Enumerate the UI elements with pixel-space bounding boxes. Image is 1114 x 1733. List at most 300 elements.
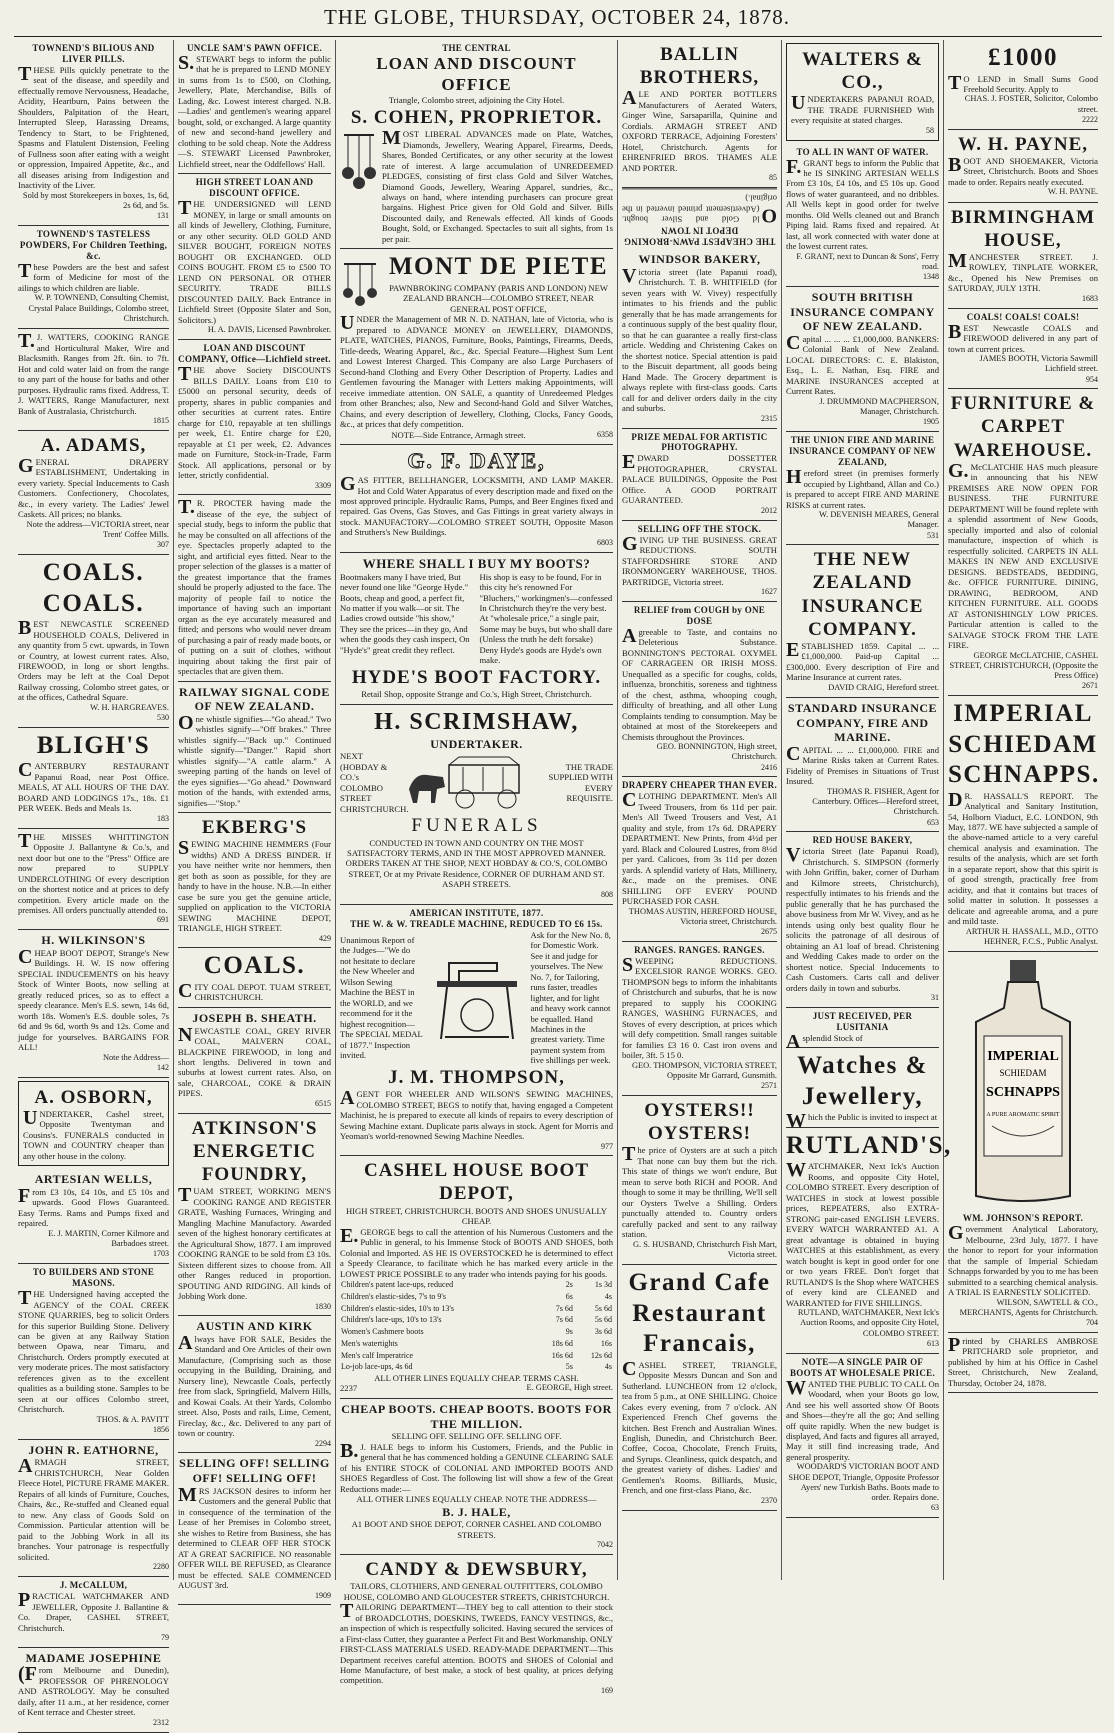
the-union-fire-and-marine-insurance-comp-ad	[786, 432, 939, 545]
mont-de-piete-ad	[340, 249, 613, 445]
hale-footer: ALL OTHER LINES EQUALLY CHEAP. NOTE THE ADDRESS—	[356, 1494, 597, 1505]
boots-sub: Retail Shop, opposite Strange and Co.'s, High Street, Christchurch.	[361, 689, 592, 700]
ad-title: FURNITURE & CARPET WAREHOUSE.	[950, 393, 1096, 461]
ballin-brothers-ad	[622, 40, 777, 188]
hale-boots-ad	[340, 1399, 613, 1555]
ad-title: A. OSBORN,	[34, 1086, 153, 1108]
bottle-label-1: IMPERIAL	[987, 1049, 1059, 1065]
ad-title: EKBERG'S	[201, 817, 308, 839]
ad-number: 2571	[761, 1081, 777, 1091]
bottle-label-4: A PURE AROMATIC SPIRIT	[986, 1112, 1060, 1119]
ad-body: From £3 10s, £4 10s, and £5 10s and upwards. Good Flows Guaranteed. Easy Terms. Rams and Pumps fixed and repaired.	[18, 1184, 169, 1229]
cashel-sign: E. GEORGE, High street.	[526, 1383, 613, 1393]
j-mccallum-ad	[18, 1577, 169, 1648]
1000-ad	[948, 40, 1098, 130]
scrimshaw-body: CONDUCTED IN TOWN AND COUNTRY ON THE MOST SATISFACTORY TERMS, AND IN THE MOST APPROVED MANNER. ORDERS TAKEN AT THE SHOP, NEXT HOBDAY & CO.'S, COLOMBO STREET, Or at my Private Residence, CORNER OF DURHAM AND ST. ASAPH STREETS.	[345, 837, 608, 890]
column-1	[14, 40, 174, 1727]
high-street-loan-and-discount-office-ad	[178, 174, 331, 340]
ad-signature: W. DEVENISH MEARES, General Manager.	[819, 510, 939, 530]
ad-title: H. WILKINSON'S	[41, 933, 146, 948]
scrimshaw-ad	[340, 705, 613, 905]
candy-num: 169	[601, 1685, 613, 1695]
ad-signature: THOMAS R. FISHER, Agent for Canterbury. Offices—Hereford street, Christchurch.	[812, 786, 939, 817]
ad-number: 1703	[153, 1249, 169, 1259]
windsor-bakery-ad	[622, 249, 777, 428]
ad-number: 131	[157, 211, 169, 221]
ad-title: DRAPERY CHEAPER THAN EVER.	[622, 780, 777, 791]
ad-signature: F. GRANT, next to Duncan & Sons', Ferry road.	[796, 251, 939, 272]
column-3	[336, 40, 618, 1695]
ad-title: BIRMINGHAM HOUSE,	[950, 206, 1096, 251]
ad-title: TOWNEND'S TASTELESS POWDERS, For Children Teething, &c.	[19, 229, 168, 261]
ad-body: CITY COAL DEPOT. TUAM STREET, CHRISTCHURCH.	[178, 979, 331, 1003]
ad-signature: Sold by most Storekeepers in boxes, 1s, 6d, 2s 6d, and 5s.	[22, 190, 169, 210]
a-adams-ad	[18, 431, 169, 555]
ad-title: STANDARD INSURANCE COMPANY, FIRE AND MARINE.	[787, 701, 938, 745]
ad-signature: DAVID CRAIG, Hereford street.	[828, 682, 939, 692]
hyde-boots-ad	[340, 553, 613, 705]
ad-title: RELIEF from COUGH by ONE DOSE	[633, 604, 766, 626]
scrimshaw-title: H. SCRIMSHAW,	[374, 708, 579, 735]
ad-title: RAILWAY SIGNAL CODE OF NEW ZEALAND.	[179, 684, 330, 714]
ad-title: THE CHEAPEST PAWN-BROKING DEPOT IN TOWN	[623, 225, 776, 247]
ad-body: ARMAGH STREET, CHRISTCHURCH, Near Golden Fleece Hotel, PICTURE FRAME MAKER. Repairs of all kinds of Furniture, Couches, Chairs, &c., Re-stuffed and Cleaned equal to new. Any class of Goods Sold on Commission. Particular attention will be paid to the Jobbing Work in all its branches. Your patronage is respectfully solicited.	[18, 1455, 169, 1562]
ad-title: SELLING OFF THE STOCK.	[637, 523, 762, 534]
a-osborn-ad	[18, 1081, 169, 1167]
ad-number: 2315	[761, 413, 777, 423]
just-received-per-lusitania-ad	[786, 1008, 939, 1053]
ad-title: COALS. COALS.	[42, 559, 145, 617]
ad-body: CASHEL STREET, TRIANGLE, Opposite Messrs Duncan and Son and Sutherland. LUNCHEON from 12 o'clock, tea from 5 p.m., at ONE SHILLING. Choice Cakes every evening, from 7 o'clock. AN Experienced French Chef governs the kitchen. Best French and Australian Wines. English, Dunedin, and Christchurch Beer. Coffee, Cocoa, Chocolate, French Fruits, and Syrups. Cleanliness, quick despatch, and the greatest variety of dishes. Ladies' and Gentlemen's Rooms. Billiards, Music, French, and one first-class Piano, &c.	[622, 1357, 777, 1496]
ad-ad	[178, 495, 331, 681]
ad-title: £1000	[988, 44, 1058, 71]
relief-from-cough-by-one-dose-ad	[622, 602, 777, 778]
scrimshaw-funerals: FUNERALS	[411, 815, 542, 837]
ad-title: WALTERS & CO.,	[802, 49, 923, 94]
ad-body: Victoria street (late Papanui road), Christchurch. T. B. WHITFIELD (for seven years with W. Vivey) respectfully intimates to his friends and the public generally that he has made arrangements for a continuous supply of the best quality flour, so that he can guarantee a really first-class article. Wedding and Christening Cakes on the shortest notice. Special attention is paid to the Biscuit department, all goods being Hand Made. The Grocery department is always replete with first-class goods. Carts call for and deliver orders daily in the city and suburbs.	[622, 264, 777, 414]
ad-signature: G. S. HUSBAND, Christchurch Fish Mart, Victoria street.	[632, 1239, 777, 1259]
ad-title: JUST RECEIVED, PER LUSITANIA	[812, 1010, 913, 1032]
joseph-b-sheath-ad	[178, 1008, 331, 1114]
ad-body: WANTED THE PUBLIC TO CALL On Woodard, when your Boots go low, And see his well assorted show Of Boots and Shoes—they're all the go; And selling off quite rapidly. When the new budget is displayed, And facts and figures all arrayed, May it still find increasing trade, And general prosperity.	[786, 1376, 939, 1462]
ad-body: CANTERBURY RESTAURANT Papanui Road, near Post Office. MEALS, AT ALL HOURS OF THE DAY. BOARD AND LODGINGS 17s., 18s. £1 PER WEEK. Beds and Meals 1s.	[18, 759, 169, 814]
table-row	[340, 1350, 613, 1362]
ad-signature: J. DRUMMOND MACPHERSON, Manager, Christchurch.	[819, 396, 939, 417]
ad-signature: ARTHUR H. HASSALL, M.D., OTTO HEHNER, F.C.S., Public Analyst.	[965, 926, 1098, 947]
ad-signature: GEO. THOMPSON, VICTORIA STREET, Opposite Mr Garrard, Gunsmith.	[631, 1060, 777, 1080]
ad-number: 691	[157, 915, 169, 925]
standard-insurance-company-fire-and-mari-ad	[786, 698, 939, 832]
ad-signature: WOODARD'S VICTORIAN BOOT AND SHOE DEPOT, Triangle, Opposite Professor Ayers' new Turkish Baths. Boots made to order. Repairs done.	[788, 1462, 939, 1503]
ad-title: JOHN R. EATHORNE,	[28, 1442, 159, 1457]
table-cell: 5s	[565, 1362, 573, 1372]
ad-body: (From Melbourne and Dunedin), PROFESSOR OF PHRENOLOGY AND ASTROLOGY. May be consulted daily, after 11 a.m., at her residence, corner of Kent terrace and Chester street.	[18, 1663, 169, 1718]
table-cell: Children's lace-ups, 10's to 13's	[341, 1315, 442, 1325]
table-cell: Children's elastic-sides, 10's to 13's	[341, 1303, 454, 1313]
candy-body: TAILORING DEPARTMENT—THEY beg to call attention to their stock of BROADCLOTHS, DOESKINS, TWEEDS, FANCY VESTINGS, &c., an inspection of which is respectfully solicited. Having secured the services of a First-class Cutter, they guarantee a Perfect Fit and Best Workmanship. ONLY FIRST-CLASS MATERIALS USED. READY-MADE DEPARTMENT—This Department receives careful attention. BOOTS and SHOES of Colonial and Home Manufacture, of best make, a stock of best quality, at prices defying competition.	[340, 1600, 613, 1686]
cashel-title: CASHEL HOUSE BOOT DEPOT,	[363, 1160, 589, 1205]
ad-body: BOOT AND SHOEMAKER, Victoria Street, Christchurch. Boots and Shoes made to order. Repairs neatly executed.	[948, 153, 1098, 187]
table-cell: Men's watertights	[341, 1338, 398, 1348]
mont-num: 6358	[597, 429, 613, 439]
ad-title: NOTE—A SINGLE PAIR OF BOOTS AT WHOLESALE PRICE.	[789, 1356, 936, 1378]
ad-signature: WILSON, SAWTELL & CO., MERCHANTS, Agents for Christchurch.	[959, 1297, 1098, 1317]
scrimshaw-num: 808	[601, 889, 613, 899]
ad-body: These Powders are the best and safest form of Medicine for most of the ailings to which children are liable.	[18, 259, 169, 293]
madame-josephine-ad	[18, 1648, 169, 1733]
table-cell: 18s 6d	[551, 1338, 573, 1348]
ad-body: G.McCLATCHIE HAS much pleasure in announcing that his NEW PREMISES ARE NOW OPEN FOR BUSINESS. THE FURNITURE DEPARTMENT Will be found replete with a splendid assortment of New Goods, specially imported and also of colonial manufacture, inspection of which is respectfully solicited. CARPETS IN ALL MAKES IN NEW AND EXCLUSIVE DESIGNS. BEDSTEADS, BEDDING, &c. OFFICE FURNITURE. DINING, DRAWING, BEDROOM, AND KITCHEN FURNITURE. ALL GOODS AT ASTONISHINGLY LOW PRICES. Particular attention is called to the SALVAGE STOCK FROM THE LATE FIRE.	[948, 459, 1098, 651]
w-h-payne-ad	[948, 130, 1098, 203]
the-new-zealand-insurance-company-ad	[786, 545, 939, 698]
ad-body: THE Undersigned having accepted the AGENCY of the COAL CREEK STONE QUARRIES, beg to solicit Orders for this superior Building Stone. Delivery can be given at any Railway Station between Opawa, near Timaru, and Christchurch. Orders promptly executed at very moderate prices. The most satisfactory references given as to the excellent qualities as a building stone. Samples to be seen at our offices Colombo street, Christchurch.	[18, 1287, 169, 1415]
hearse-illustration-icon	[403, 755, 543, 811]
ad-body: DR. HASSALL'S REPORT. The Analytical and Sanitary Institution, 54, Holborn Viaduct, E.C. LONDON, 9th May, 1877. WE have subjected a sample of the above-named article to a very careful chemical analysis and examination. The results of the analysis, which are set forth in a separate report, show that this spirit is of good strength, practically free from acidity, and that it contains but traces of solid matter in solution. It possesses a delicate and agreeable aroma, and a pure and mild taste.	[948, 788, 1098, 927]
uncle-sam-s-pawn-office-ad	[178, 40, 331, 174]
ad-body: F.GRANT begs to inform the Public that he IS SINKING ARTESIAN WELLS From £3 10s, £4 10s, and £5 10s up. Good flows of water guaranteed, and no dribbles. All Wells kept in good order for twelve months. Old Wells cleaned out and Branch Piping laid. Rams fixed and repaired. At last, all work connected with water done at the lowest current rates.	[786, 155, 939, 252]
ad-title: MADAME JOSEPHINE	[25, 1650, 162, 1665]
pawn-balls-icon	[340, 260, 380, 306]
mont-title: MONT DE PIETE	[388, 253, 609, 281]
table-cell: Men's calf Imperatrice	[341, 1350, 414, 1360]
ad-number: 2671	[1082, 681, 1098, 691]
boots-footer: HYDE'S BOOT FACTORY.	[351, 666, 602, 688]
ad-title: ATKINSON'S ENERGETIC FOUNDRY,	[191, 1117, 318, 1186]
cashel-num: 2237	[340, 1383, 358, 1394]
birmingham-house-ad	[948, 203, 1098, 309]
furniture-carpet-warehouse-ad	[948, 389, 1098, 696]
ad-number: 79	[161, 1632, 169, 1642]
townend-s-tasteless-powders-for-children-ad	[18, 226, 169, 329]
ekberg-s-ad	[178, 813, 331, 948]
ad-title: TOWNEND'S BILIOUS AND LIVER PILLS.	[32, 43, 155, 64]
ad-title: COALS.	[203, 952, 306, 980]
ad-body: One whistle signifies—"Go ahead." Two whistles signify—"Off brakes." Three whistles signify—"Back up." Continued whistle signify—"Danger." Rapid short whistles signify—"A cattle alarm." A sweeping parting of the hands on level of the eyes signifies—"Go ahead." Downward motion of the hands, with extended arms, signifies—"Stop."	[178, 711, 331, 808]
table-cell: 16s	[600, 1338, 612, 1348]
ad-body: GIVING UP THE BUSINESS. GREAT REDUCTIONS. SOUTH STAFFORDSHIRE STORE AND IRONMONGERY WAREHOUSE, THOS. PARTRIDGE, Victoria street.	[622, 532, 777, 587]
table-cell: 4s	[604, 1362, 612, 1372]
ad-body: Which the Public is invited to inspect at	[786, 1110, 938, 1133]
ad-body: T.R. PROCTER having made the disease of the eye, the subject of special study, begs to inform the public that he may be consulted on all affections of the eye. Spectacles properly adapted to the sight, and artificial eyes fitted. Near to the proper selection of the glasses is a matter of the greatest importance that the frames should be properly adjusted to the face. The majority of people fail to notice the importance of having such an important organ as the eye accurately measured and fitted; and persons who would never dream of purchasing a pair of ready made boots, or of putting on a suit of clothes, without inquiring about taking the first pair of spectacles that are given them.	[178, 496, 331, 677]
selling-off-the-stock-ad	[622, 521, 777, 602]
ad-number: 1627	[761, 587, 777, 597]
walters-co-ad	[786, 43, 939, 141]
ad-title: WM. JOHNSON'S REPORT.	[962, 1213, 1084, 1224]
bligh-s-ad	[18, 728, 169, 829]
table-cell: 16s 6d	[551, 1350, 573, 1360]
price-table	[340, 1279, 613, 1373]
central-loan-office-ad	[340, 40, 613, 249]
daye-body: GAS FITTER, BELLHANGER, LOCKSMITH, AND LAMP MAKER. Hot and Cold Water Apparatus of every description made and fixed on the most approved principle. Hydraulic Rams, Pumps, and Beer Engines fixed and repaired. Gas Ovens, Gas Stoves, and Gas Fittings in great variety always in stock. MANUFACTORY—COLOMBO STREET SOUTH, Opposite Mason and Struthers's New Buildings.	[340, 473, 613, 538]
ad-body: CAPITAL ... ... £1,000,000. FIRE and Marine Risks taken at Current Rates. Fidelity of Premises in Situations of Trust Insured.	[786, 743, 939, 787]
ad-number: 2294	[315, 1438, 331, 1448]
table-row	[340, 1291, 613, 1303]
sewing-machine-ad	[340, 905, 613, 1157]
ad-title: Grand Cafe Restaurant Francais,	[628, 1269, 771, 1358]
hale-name: B. J. HALE,	[442, 1504, 511, 1519]
table-cell: 9s	[565, 1327, 573, 1336]
ad-number: 2012	[761, 505, 777, 515]
ad-number: 1856	[153, 1425, 169, 1435]
coals-coals-ad	[18, 555, 169, 728]
h-wilkinson-s-ad	[18, 930, 169, 1077]
ad-number: 58	[926, 125, 934, 135]
watches-jewellery-ad	[786, 1048, 939, 1133]
ad-title: WINDSOR BAKERY,	[638, 252, 761, 267]
ad-body: ALE AND PORTER BOTTLERS Manufacturers of Aerated Waters, Ginger Wine, Sarsaparilla, Quinine and Cordials. ARMAGH STREET AND OXFORD TERRACE, Adjoining Foresters' Hotel, Christchurch. Agents for EHRENFRIED BROS. THAMES ALE AND PORTER.	[622, 87, 777, 173]
masthead: THE GLOBE, THURSDAY, OCTOBER 24, 1878.	[323, 5, 791, 29]
sewing-body: AGENT FOR WHEELER AND WILSON'S SEWING MACHINES, COLOMBO STREET, BEGS to notify that, having engaged a Competent Machinist, he is prepared to execute all kinds of repairs to every description of Sewing Machine extant. Duplicate parts always in stock. Agent for Morris and Yeoman's world-renowned Sewing Machine Needles.	[340, 1087, 613, 1142]
table-cell: 1s 3d	[594, 1280, 612, 1289]
ad-number: 63	[931, 1503, 939, 1513]
column-6	[944, 40, 1102, 1580]
atkinson-s-energetic-foundry-ad	[178, 1114, 331, 1317]
ad-number: 6515	[315, 1098, 331, 1108]
ad-body: CHEAP BOOT DEPOT, Strange's New Buildings. H. W. IS now offering SPECIAL INDUCEMENTS on his heavy Stock of Winter Boots, now selling at greatly reduced prices, so as to effect a speedy clearance. Men's E.S. sewn, 14s 6d, worth 18s. Women's E.S. double soles, 7s 6d and 9s 6d, worth 9s and 12s. Come and judge for yourselves. BARGAINS FOR ALL!	[18, 945, 169, 1053]
ad-signature: THOS. & A. PAVITT	[96, 1414, 169, 1424]
ad-number: 307	[157, 540, 169, 550]
ad-number: 3309	[315, 480, 331, 490]
ad-body: MANCHESTER STREET. J. ROWLEY, TINPLATE WORKER, &c., Opened his New Premises on SATURDAY, JULY 13TH.	[948, 249, 1098, 294]
ad-number: 1815	[153, 415, 169, 425]
ad-title: OYSTERS!! OYSTERS!	[644, 1099, 755, 1145]
daye-ad	[340, 445, 613, 552]
ad-title: J. McCALLUM,	[59, 1580, 128, 1591]
ad-title: BLIGH'S	[36, 731, 151, 759]
ad-number: 653	[927, 817, 939, 827]
ad-number: 704	[1086, 1318, 1098, 1328]
boots-verse-right: His shop is easy to be found, For in this city he's renowned For "Bluchers," workingmen's—confessed In Christchurch they're the very best. At "wholesale price," a single pair, Some may be buys, but who shall dare (Unless the truth he deft forsake) Deny Hyde's goods are Hyde's own make.	[479, 571, 613, 666]
railway-signal-code-of-new-zealand-ad	[178, 682, 331, 814]
table-cell: 5s 6d	[594, 1315, 612, 1325]
scrimshaw-trade: UNDERTAKER.	[430, 736, 523, 751]
table-row	[340, 1303, 613, 1315]
ad-body: S.STEWART begs to inform the public that he is prepared to LEND MONEY in sums from 1s to £500, on Clothing, Jewellery, Plate, Merchandise, Bills of Lading, &c. Lowest interest charged. N.B.—Ladies' and gentlemen's wearing apparel bought, sold, or exchanged. A large quantity of new and second-hand jewellery and clothing to be sold cheap. Note the Address—S. STEWART Licensed Pawnbroker, Lichfield street, near the Oddfellows' Hall.	[178, 51, 331, 169]
ad-number: 2416	[761, 762, 777, 772]
schnapps-bottle-illustration	[958, 956, 1088, 1206]
candy-title: CANDY & DEWSBURY,	[365, 1558, 588, 1580]
imperial-schiedam-schnapps-ad	[948, 696, 1098, 952]
column-5	[782, 40, 952, 1580]
ad-number: 2675	[761, 927, 777, 937]
table-cell: Women's Cashmere boots	[341, 1327, 424, 1336]
ad-number: 2222	[1082, 114, 1098, 124]
ad-ad	[18, 829, 169, 931]
ad-body: ESTABLISHED 1859. Capital ... ... £1,000,000. Paid-up Capital ... £300,000. Every description of Fire and Marine Insurance at current rates.	[786, 638, 939, 683]
ad-title: SELLING OFF! SELLING OFF! SELLING OFF!	[179, 1456, 330, 1486]
ad-body: SWEEPING REDUCTIONS. EXCELSIOR RANGE WORKS. GEO. THOMPSON begs to inform the inhabitants of Christchurch and suburbs, that he is now prepared to supply his COOKING RANGES, WASHING FURNACES, and Stoves of every description, at prices which will defy competition. Small ranges suitable for families £3 16 0. Cast iron ovens and boiler, 3ft. 5 15 0.	[622, 953, 777, 1061]
sewing-agent-name: J. M. THOMPSON,	[388, 1066, 565, 1088]
table-row	[340, 1326, 613, 1338]
ad-body: T.J. WATTERS, COOKING RANGE and Horticultural Maker, Wire and Blacksmith. Ranges from 2ft. 6in. to 7ft. Hot and cold water laid on from the range to any part of the house for baths and other purposes. Hydraulic rams fixed. Address, T. J. WATTERS, Range Manufacturer, next Bank of Australasia, Christchurch.	[18, 330, 169, 416]
ad-number: 2280	[153, 1562, 169, 1572]
table-cell: 12s 6d	[590, 1350, 612, 1360]
ad-body: Asplendid Stock of	[786, 1030, 863, 1053]
ad-title: THE NEW ZEALAND INSURANCE COMPANY.	[801, 549, 924, 640]
ad-number: 1348	[923, 272, 939, 282]
table-cell: 3s 6d	[594, 1327, 612, 1336]
ad-body: BEST Newcastle COALS and FIREWOOD delivered in any part of town at current prices.	[948, 320, 1098, 354]
ad-body: WATCHMAKER, Next Ick's Auction Rooms, and opposite City Hotel, COLOMBO STREET. Every description of WATCHES in stock at lowest possible prices, REPEATERS, also EXTRA-STRONG pair-cased ENGLISH LEVERS. EVERY WATCH WARRANTED A1. A great advantage is obtained in buying WATCHES at this establishment, as every watch bought is kept in good order for one or two years FREE. Don't forget that RUTLAND'S Is the Shop where WATCHES of every kind are CLEANED and WARRANTED for FIVE SHILLINGS.	[786, 1159, 939, 1308]
sewing-title: THE W. & W. TREADLE MACHINE, REDUCED TO £6 15s.	[350, 918, 603, 929]
ad-number: 2370	[761, 1495, 777, 1505]
ad-ad	[18, 329, 169, 431]
table-cell: 4s	[604, 1291, 612, 1301]
ad-title: HIGH STREET LOAN AND DISCOUNT OFFICE.	[195, 177, 314, 199]
ad-title: SOUTH BRITISH INSURANCE COMPANY OF NEW ZEALAND.	[790, 290, 935, 334]
ad-number: 1830	[315, 1301, 331, 1311]
candy-sub: TAILORS, CLOTHIERS, AND GENERAL OUTFITTERS, COLOMBO HOUSE, COLOMBO AND GLOUCESTER STREETS, CHRISTCHURCH.	[343, 1581, 610, 1602]
hale-address: A1 BOOT AND SHOE DEPOT, CORNER CASHEL AND COLOMBO STREETS.	[351, 1519, 602, 1540]
ad-title: Watches & Jewellery,	[797, 1052, 928, 1110]
south-british-insurance-company-of-new-z-ad	[786, 287, 939, 432]
ad-body: UNDERTAKER, Cashel street, Opposite Twentyman and Cousins's. FUNERALS conducted in TOWN and COUNTRY cheaper than any other house in the colony.	[23, 1106, 164, 1161]
table-cell: Lo-job lace-ups, 4s 6d	[341, 1362, 413, 1372]
ad-title: IMPERIAL SCHIEDAM SCHNAPPS.	[948, 700, 1100, 789]
coals-coals-coals-ad	[948, 309, 1098, 390]
ad-body: Agreeable to Taste, and contains no Deleterious Substance. BONNINGTON'S PECTORAL OXYMEL OF CARRAGEEN OR IRISH MOSS. Unequalled as a specific for coughs, colds, influenza, bronchitis, soreness and tightness of the chest, asthma, whooping cough, difficulty of breathing, and all other Lung Complaints tending to consumption. May be obtained at most of the Storekeepers and Chemists throughout the Provinces.	[622, 624, 777, 742]
ad-body: TUAM STREET, WORKING MEN'S COOKING RANGE AND REGISTER GRATE, Washing Furnaces, Wringing and Mangling Machine Manufactory. Awarded seven of the highest honorary certificates at the Agricultural Show, 1877. I am improved COOKING RANGE to be sold from £3 10s. Sixteen different sizes to choose from. All other Ranges reduced in proportion. SPOUTING AND RIDGING. All kinds of Jobbing Work done.	[178, 1184, 331, 1302]
pawn-balls-icon	[340, 129, 378, 189]
to-all-in-want-of-water-ad	[786, 144, 939, 288]
note-a-single-pair-of-boots-at-wholesale-ad	[786, 1354, 939, 1519]
ad-signature: W. H. HARGREAVES.	[90, 702, 169, 712]
ad-title: JOSEPH B. SHEATH.	[192, 1010, 317, 1025]
ad-signature: H. A. DAVIS, Licensed Pawnbroker.	[207, 325, 331, 335]
ad-ad	[948, 1333, 1098, 1393]
ad-title: UNCLE SAM'S PAWN OFFICE.	[186, 43, 323, 53]
table-cell: Children's patent lace-ups, reduced	[341, 1280, 454, 1289]
ad-signature: W. P. TOWNEND, Consulting Chemist, Crystal Palace Buildings, Colombo street, Christchurch.	[28, 293, 169, 323]
ad-body: CLOTHING DEPARTMENT. Men's All Tweed Trousers, from 6s 11d per pair. Men's All Tweed Trousers and Vest, A1 quality and style, from 17s 6d. DRAPERY DEPARTMENT. New Prints, from 4½d per yard. Black and Coloured Lustres, from 8½d per yard. Calicoes, from 3s 11d per dozen yards. A splendid variety of Hats, Millinery, &c., made on the premises. ONE SHILLING OFF EVERY POUND PURCHASED FOR CASH.	[622, 789, 777, 907]
wm-johnson-s-report-ad	[948, 1210, 1098, 1333]
loan-kicker: THE CENTRAL	[442, 43, 511, 53]
ad-body: Government Analytical Laboratory, Melbourne, 23rd July, 1877. I have the honor to report for your information that the sample of Imperial Schiedam Schnapps forwarded by you to me has been submitted to a searching chemical analysis. A TRIAL IS EARNESTLY SOLICITED.	[948, 1222, 1098, 1298]
ad-number: 85	[769, 173, 777, 183]
ad-title: AUSTIN AND KIRK	[196, 1319, 313, 1334]
boots-verse-left: Bootmakers many I have tried, But never found one like "George Hyde." Boots, cheap and good, a perfect fit, No matter if you walk—or sit. The Ladies crowd outside "his show," They see the prices—in they go, And when the goods they cash inspect, On "Hyde's" great credit they reflect.	[340, 571, 470, 655]
sewing-num: 977	[601, 1141, 613, 1151]
table-cell: Children's elastic-sides, 7's to 9's	[341, 1291, 446, 1301]
hale-sub: SELLING OFF. SELLING OFF. SELLING OFF.	[391, 1431, 562, 1442]
ad-signature: GEO. BONNINGTON, High street, Christchurch.	[656, 742, 777, 762]
ad-signature: RUTLAND, WATCHMAKER, Next Ick's Auction Rooms, and opposite City Hotel, COLOMBO STREET.	[797, 1308, 939, 1338]
ad-signature: THOMAS AUSTIN, HEREFORD HOUSE, Victoria street, Christchurch.	[628, 906, 777, 926]
ad-title: TO BUILDERS AND STONE MASONS.	[32, 1267, 155, 1289]
ad-title: BALLIN BROTHERS,	[639, 44, 760, 89]
ad-body: Victoria Street (late Papanui Road), Christchurch. S. SIMPSON (formerly with John Griffin, baker, corner of Durham and Kilmore streets, Christchurch), respectfully intimates to his friends and the public generally that he has purchased the above business from Mr W. Vivey, and as he intends using only best quality flour he solicits the patronage of all desirous of obtaining an A1 loaf of bread. Christening and Wedding Cakes made to order on the shortest notice. Special Inducements to Cash Customers. Carts call and deliver orders daily in town and suburbs.	[786, 844, 939, 993]
ad-body: SEWING MACHINE HEMMERS (Four widths) AND A DRESS BINDER. If you have neither write nor hemmers, then get both as soon as possible, for they are handy to have in the house. N.B.—In either case be sure you get the genuine article, supplied on application to the VICTORIA SEWING MACHINE DEPOT, TRIANGLE, HIGH STREET.	[178, 837, 331, 934]
hale-body: B.J. HALE begs to inform his Customers, Friends, and the Public in general that he has commenced holding a GENUINE CLEARING SALE of his ENTIRE STOCK of COLONIAL AND IMPORTED BOOTS AND SHOES Regardless of Cost. The following list will show a few of the Great Reductions made:—	[340, 1439, 613, 1494]
townend-s-bilious-and-liver-pills-ad	[18, 40, 169, 226]
ad-body: Capital ... ... ... £1,000,000. BANKERS: Colonial Bank of New Zealand. LOCAL DIRECTORS: C. E. Blakiston, Esq., L. E. Nathan, Esq. FIRE and MARINE INSURANCES accepted at Current Rates.	[786, 332, 939, 397]
sewing-right: Ask for the New No. 8, for Domestic Work. See it and judge for yourselves. The New No. 7, for Tailoring, runs faster, treadles lighter, and for light and heavy work cannot be equalled. Hand Machines in the greatest variety. Time payment system from five shillings per week.	[530, 929, 611, 1066]
hale-title: CHEAP BOOTS. CHEAP BOOTS. BOOTS FOR THE MILLION.	[341, 1401, 612, 1431]
ad-body: BEST NEWCASTLE SCREENED HOUSEHOLD COALS, Delivered in any quantity from 5 cwt. upwards, in Town or Country, at lowest current rates. Also, FIREWOOD, in long or short lengths. Orders may be left at the Coal Depot Railway crossing, Colombo street gates, or at the offices, Cathedral Square.	[18, 617, 169, 703]
scrimshaw-right: THE TRADE SUPPLIED WITH EVERY REQUISITE.	[548, 761, 613, 804]
table-row	[340, 1279, 613, 1291]
austin-and-kirk-ad	[178, 1316, 331, 1453]
ad-body: Printed by CHARLES AMBROSE PRITCHARD sole proprietor, and published by him at his Office in Cashel Street, Christchurch, New Zealand, Thursday, October 24, 1878.	[948, 1333, 1098, 1388]
selling-off-selling-off-selling-off-ad	[178, 1453, 331, 1605]
ad-signature: E. J. MARTIN, Corner Kilmore and Barbadoes street.	[48, 1228, 169, 1249]
ad-number: 142	[157, 1062, 169, 1072]
ad-signature: CHAS. J. FOSTER, Solicitor, Colombo street.	[964, 94, 1098, 114]
ad-number: 1909	[315, 1590, 331, 1600]
ad-number: 2312	[153, 1717, 169, 1727]
ad-body: Hereford street (in premises formerly occupied by Lightband, Allan and Co.) is prepared to accept FIRE AND MARINE RISKS at current rates.	[786, 466, 939, 510]
bottle-label-2: SCHIEDAM	[999, 1068, 1047, 1079]
ad-title: ARTESIAN WELLS,	[34, 1172, 153, 1187]
ad-body: UNDERTAKERS PAPANUI ROAD, THE TRADE FURNISHED With every requisite at stated charges.	[791, 92, 934, 126]
to-builders-and-stone-masons-ad	[18, 1264, 169, 1440]
ad-body: The price of Oysters are at such a pitch That none can buy them but the rich. This state of things we won't endure, But mean to serve both RICH and POOR. And though to some it may be thrilling, We'll sell our Oysters Twelve a Shilling. Orders punctually attended to. Country orders carefully packed and sent to any railway station.	[622, 1143, 777, 1240]
table-row	[340, 1314, 613, 1326]
daye-num: 6803	[597, 537, 613, 547]
ad-number: 531	[927, 530, 939, 540]
grand-cafe-restaurant-francais-ad	[622, 1265, 777, 1511]
daye-title: G. F. DAYE,	[407, 448, 546, 474]
ad-signature: Note the address—VICTORIA street, near Trent' Coffee Mills.	[26, 519, 169, 540]
loan-body: MOST LIBERAL ADVANCES made on Plate, Watches, Diamonds, Jewellery, Wearing Apparel, Firearms, Deeds, Shares, Bonded Certificates, or any other security at the lowest rate of interest. A large accumulation of UNREDEEMED PLEDGES, consisting of first class Gold and Silver Watches, Diamond Goods, Jewellery, Wearing Apparel, sundries, &c., always on hand, where intending purchasers can procure great bargains. Highest Price given for Old Gold and Silver. Bills Discounted daily, and Renewals effected. All kinds of Goods Bought, Sold, or Exchanged. Spectacles to suit all sights, from 1s per pair.	[382, 127, 613, 244]
ad-body: NEWCASTLE COAL, GREY RIVER COAL, MALVERN COAL, BLACKPINE FIREWOOD, in long and short lengths. Delivered in town and suburbs at lowest current rates. Also, on sale, CHARCOAL, COKE & DRAIN PIPES.	[178, 1023, 331, 1099]
ad-body: THE UNDERSIGNED will LEND MONEY, in large or small amounts on all kinds of Jewellery, Clothing, Furniture, or any other security. OLD GOLD AND SILVER BOUGHT, FOREIGN NOTES BOUGHT OR EXCHANGED. OLD COINS BOUGHT. FROM £5 to £500 TO LEND ON PERSONAL OR OTHER SECURITY. TRADE BILLS DISCOUNTED DAILY. Back Entrance in Lichfield Street (Opposite Slater and Son, Solicitors.)	[178, 197, 331, 325]
the-cheapest-pawn-broking-depot-in-town-ad	[622, 188, 777, 249]
ad-body: EDWARD DOSSETTER PHOTOGRAPHER, CRYSTAL PALACE BUILDINGS, Opposite the Post Office. A GOOD PORTRAIT GUARANTEED.	[622, 451, 777, 506]
ad-title: A. ADAMS,	[40, 434, 147, 456]
cashel-boot-depot-ad	[340, 1156, 613, 1399]
sewing-left: Unanimous Report of the Judges—"We do not hesitate to declare the New Wheeler and Wilson Sewing Machine the BEST in the WORLD, and we recommend for it the highest recognition—The SPECIAL MEDAL of 1877." Inspection invited.	[340, 934, 423, 1061]
scrimshaw-left: NEXT (HOBDAY & CO.'s COLOMBO STREET CHRISTCHURCH.	[340, 751, 409, 814]
ad-title: TO ALL IN WANT OF WATER.	[796, 146, 929, 157]
loan-address: Triangle, Colombo street, adjoining the City Hotel.	[388, 95, 565, 106]
ad-body: Always have FOR SALE, Besides the Standard and Ore Articles of their own Manufacture, (Comprising such as those occupying in the Building, Draining, and Nursery line), Newcastle Coals, perfectly free from slack, Springfield, Malvern Hills, and Kowai Coals. At their Yards, Colombo street. Also, Posts and rails, Lime, Cement, Fireclay, &c., &c. Delivered to any part of town or country.	[178, 1331, 331, 1439]
column-2	[174, 40, 336, 1600]
cashel-sub: HIGH STREET, CHRISTCHURCH. BOOTS AND SHOES UNUSUALLY CHEAP.	[345, 1205, 608, 1227]
ad-body: Old Gold and Silver bought. (Advertisement printed inverted in the original.)	[622, 193, 777, 227]
ranges-ranges-ranges-ad	[622, 942, 777, 1096]
ad-body: THE above Society DISCOUNTS BILLS DAILY. Loans from £10 to £5000 on personal security, deeds of property, shares in public companies and other securities at current rates. Entire charge for £10, repayable at ten shillings per week, £1. Entire charge for £20, repayable at £1 per week, £2. Advances made on Furniture, Stock-in-Trade, Farm Stock. All applications, personal or by letter, strictly confidential.	[178, 363, 331, 481]
ad-title: RANGES. RANGES. RANGES.	[634, 944, 765, 955]
table-cell: 7s 6d	[555, 1315, 573, 1325]
ad-body: PRACTICAL WATCHMAKER AND JEWELLER, Opposite J. Ballantine & Co. Draper, CASHEL STREET, Christchurch.	[18, 1589, 169, 1633]
ad-title: W. H. PAYNE,	[957, 133, 1089, 155]
sewing-kicker: AMERICAN INSTITUTE, 1877.	[409, 907, 544, 918]
ad-body: MRS JACKSON desires to inform her Customers and the general Public that in consequence of the termination of the Lease of her Premises in Colombo street, she wishes to Retire from Business, she has determined to CLEAR OFF HER STOCK AT A GREAT SACRIFICE. NO reasonable OFFER WILL BE REFUSED, as Clearance must be effected. SALE COMMENCED AUGUST 3rd.	[178, 1483, 331, 1591]
ad-body: TO LEND in Small Sums Good Freehold Security. Apply to	[948, 71, 1098, 94]
table-cell: 7s 6d	[555, 1303, 573, 1313]
ad-body: THE MISSES WHITTINGTON Opposite J. Ballantyne & Co.'s, and next door but one to the "Press" Office are now prepared to SUPPLY UNDERCLOTHING Of every description on the shortest notice and at prices to defy competition. Every article made on the premises. All orders punctually attended to.	[18, 829, 169, 915]
boots-title: WHERE SHALL I BUY MY BOOTS?	[362, 555, 591, 571]
bottle-label-3: SCHNAPPS	[986, 1085, 1060, 1101]
loan-proprietor: S. COHEN, PROPRIETOR.	[350, 106, 603, 128]
ad-signature: JAMES BOOTH, Victoria Sawmill Lichfield street.	[979, 354, 1098, 374]
table-cell: 6s	[565, 1291, 573, 1301]
ad-number: 31	[931, 993, 939, 1003]
ad-number: 1905	[923, 417, 939, 427]
ad-signature: GEORGE McCLATCHIE, CASHEL STREET, CHRISTCHURCH, (Opposite the Press Office)	[949, 650, 1098, 681]
ad-body: GENERAL DRAPERY ESTABLISHMENT, Undertaking in every variety. Special Inducements to Cash Customers. Confectionery, Chocolates, &c., in every variety. The Ladies' Jewel Caskets. All prices; no blanks.	[18, 454, 169, 520]
mont-body: UNDER the Management of MR N. D. NATHAN, late of Victoria, who is prepared to ADVANCE MONEY on JEWELLERY, DIAMONDS, PLATE, WATCHES, PIANOS, Furniture, Books, Paintings, Firearms, Deeds, Title-deeds, Wearing Apparel, &c., &c. Special Feature—Highest Sum Lent and Lowest Interest Charged. This Company are also Large Purchasers of Second-hand Clothing and Every Other Description of Property. Ladies and Gentlemen favouring the Manager with Letters making Appointments, will receive immediate attention. ON SALE, a quantity of Unredeemed Pledges from other Branches; also, New and Second-hand Gold and Silver Watches, Chains, and every description of Jewellery, Clothing, Clocks, Fancy Goods, &c., at prices that defy competition.	[340, 312, 613, 430]
ad-body: THESE Pills quickly penetrate to the seat of the disease, and speedily and effectually remove Nervousness, Headache, Acidity, Heartburn, Pains between the Shoulders, Palpitation of the Heart, Interrupted Sleep, Harassing Dreams, Tendency to Start, to be Frightened, Spasms and Flatulent Distension, Feeling of Fullness soon after eating with a weight or oppression, Impaired Appetite, &c., and all diseases arising from Indigestion and Inactivity of the Liver.	[18, 62, 169, 191]
mont-sub: PAWNBROKING COMPANY (PARIS AND LONDON) NEW ZEALAND BRANCH—COLOMBO STREET, NEAR GENERAL POST OFFICE,	[389, 282, 608, 314]
john-r-eathorne-ad	[18, 1440, 169, 1577]
ad-number: 954	[1086, 374, 1098, 384]
ad-title: LOAN AND DISCOUNT COMPANY, Office—Lichfield street.	[178, 343, 331, 365]
loan-and-discount-company-office-lichfie-ad	[178, 340, 331, 495]
ad-title: THE UNION FIRE AND MARINE INSURANCE COMPANY OF NEW ZEALAND,	[788, 435, 937, 468]
ad-title: COALS! COALS! COALS!	[966, 311, 1080, 322]
